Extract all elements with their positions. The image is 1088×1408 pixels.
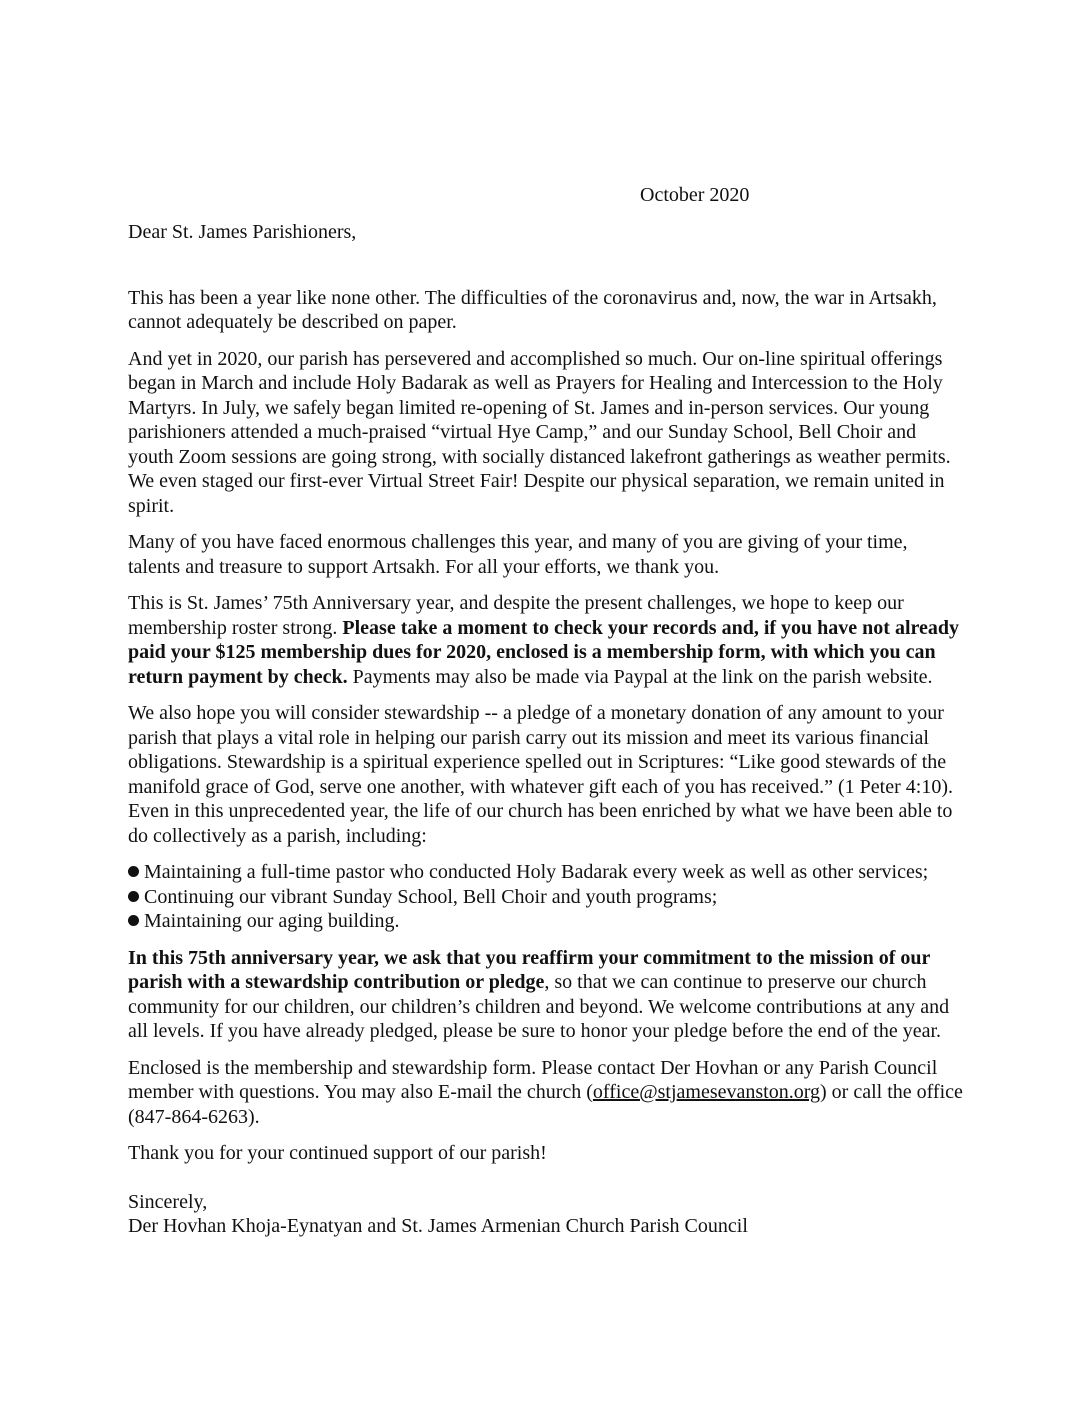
letter-date: October 2020	[640, 184, 750, 206]
paragraph-stewardship: We also hope you will consider stewardship -- a pledge of a monetary donation of any amount to your parish that plays a vital role in helping our parish carry out its mission and meet its various financial obligations. Stewardship is a spiritual experience spelled out in Scriptures: “Like good stewards of the manifold grace of God, serve one another, with whatever gift each of you has received.” (1 Peter 4:10). Even in this unprecedented year, the life of our church has been enriched by what we have been able to do collectively as a parish, including:	[128, 702, 953, 847]
list-item	[128, 885, 964, 910]
paragraph-membership	[128, 591, 964, 689]
paragraph-accomplishments: And yet in 2020, our parish has persevered and accomplished so much. Our on-line spiritual offerings began in March and include Holy Badarak as well as Prayers for Healing and Intercession to the Holy Martyrs. In July, we safely began limited re-opening of St. James and in-person services. Our young parishioners attended a much-praised “virtual Hye Camp,” and our Sunday School, Bell Choir and youth Zoom sessions are going strong, with socially distanced lakefront gatherings as weather permits. We even staged our first-ever Virtual Street Fair! Despite our physical separation, we remain united in spirit.	[128, 347, 951, 517]
salutation: Dear St. James Parishioners,	[128, 221, 357, 243]
closing: Sincerely,	[128, 1190, 208, 1213]
membership-paypal-note: Payments may also be made via Paypal at the link on the parish website.	[347, 665, 933, 688]
email-link[interactable]: office@stjamesevanston.org	[592, 1081, 820, 1103]
bullet-icon	[128, 866, 139, 877]
bullet-icon	[128, 891, 139, 902]
bullet-icon	[128, 915, 139, 926]
paragraph-anniversary-appeal	[128, 946, 964, 1044]
membership-request: Please take a moment to check your records and, if you have not already paid your $125 membership dues for 2020, enclosed is a membership form, with which you can return payment by check.	[128, 616, 960, 688]
membership-intro: This is St. James’ 75th Anniversary year, and despite the present challenges, we hope to keep our membership roster strong.	[128, 592, 904, 639]
list-item-text: Continuing our vibrant Sunday School, Bell Choir and youth programs;	[144, 885, 718, 908]
paragraph-contact	[128, 1056, 964, 1130]
list-item	[128, 909, 964, 934]
paragraph-challenges: Many of you have faced enormous challenges this year, and many of you are giving of your time, talents and treasure to support Artsakh. For all your efforts, we thank you.	[128, 531, 908, 578]
letter-body	[128, 220, 964, 1239]
contact-phone-text: ) or call the office (847-864-6263).	[128, 1081, 963, 1128]
list-item	[128, 860, 964, 885]
signature: Der Hovhan Khoja-Eynatyan and St. James Armenian Church Parish Council	[128, 1215, 748, 1237]
contact-text: Enclosed is the membership and stewardship form. Please contact Der Hovhan or any Parish Council member with questions. You may also E-mail the church (	[128, 1056, 938, 1103]
closing-block	[128, 1190, 964, 1239]
list-item-text: Maintaining a full-time pastor who conducted Holy Badarak every week as well as other services;	[144, 861, 929, 883]
paragraph-intro: This has been a year like none other. The difficulties of the coronavirus and, now, the war in Artsakh, cannot adequately be described on paper.	[128, 286, 937, 333]
anniversary-appeal-bold: In this 75th anniversary year, we ask that you reaffirm your commitment to the mission of our parish with a stewardship contribution or pledge	[128, 946, 931, 993]
anniversary-appeal-rest: , so that we can continue to preserve our church community for our children, our children’s children and beyond. We welcome contributions at any and all levels. If you have already pledged, please be sure to honor your pledge before the end of the year.	[128, 971, 950, 1042]
stewardship-list	[128, 860, 964, 934]
list-item-text: Maintaining our aging building.	[144, 910, 400, 932]
paragraph-thanks: Thank you for your continued support of our parish!	[128, 1142, 547, 1164]
